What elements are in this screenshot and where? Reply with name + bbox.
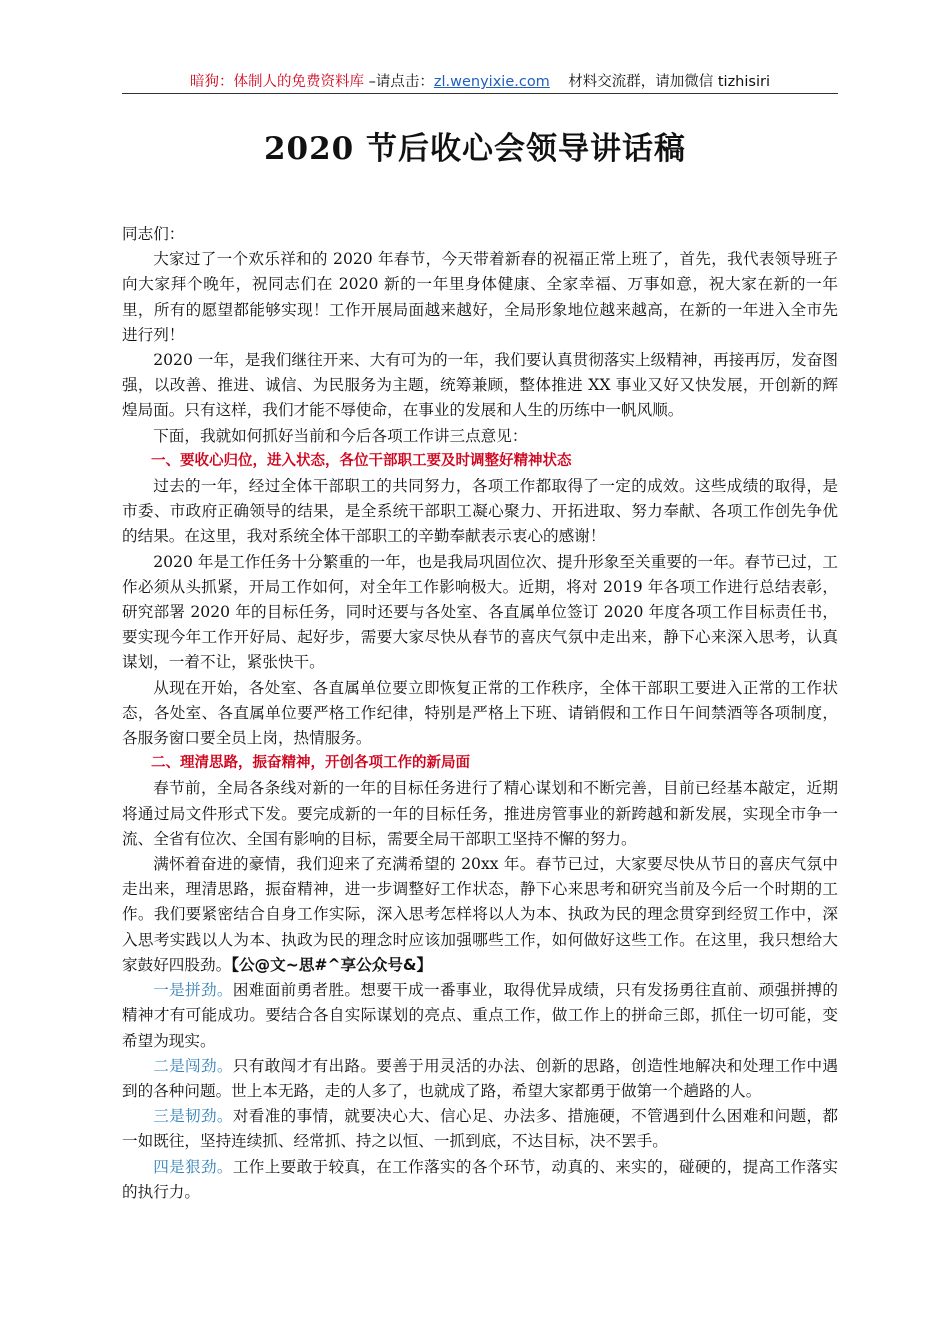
header-brand: 暗狗：体制人的免费资料库 <box>190 74 365 90</box>
watermark-text: 【公@文~思#^享公众号&】 <box>231 955 433 974</box>
document-body <box>122 222 838 1205</box>
paragraph: 大家过了一个欢乐祥和的 2020 年春节，今天带着新春的祝福正常上班了，首先，我代表领导班子向大家拜个晚年，祝同志们在 2020 新的一年里身体健康、全家幸福、万事如意，祝大家在新的一年里，所有的愿望都能够实现！工作开展局面越来越好，全局形象地位越来越高，在新的一年进入全市先进行列！ <box>122 250 838 344</box>
keyword-label: 三是韧劲。 <box>153 1107 233 1126</box>
paragraph: 2020 一年，是我们继往开来、大有可为的一年，我们要认真贯彻落实上级精神，再接再厉，发奋图强，以改善、推进、诚信、为民服务为主题，统筹兼顾，整体推进 XX 事业又好又快发展，开创新的辉煌局面。只有这样，我们才能不辱使命，在事业的发展和人生的历练中一帆风顺。 <box>122 351 838 420</box>
paragraph: 从现在开始，各处室、各直属单位要立即恢复正常的工作秩序，全体干部职工要进入正常的工作状态，各处室、各直属单位要严格工作纪律，特别是严格上下班、请销假和工作日午间禁酒等各项制度，各服务窗口要全员上岗，热情服务。 <box>122 678 838 748</box>
paragraph: 下面，我就如何抓好当前和今后各项工作讲三点意见： <box>153 426 528 445</box>
keyword-text: 只有敢闯才有出路。要善于用灵活的办法、创新的思路，创造性地解决和处理工作中遇到的各种问题。世上本无路，走的人多了，也就成了路，希望大家都勇于做第一个趟路的人。 <box>122 1056 838 1100</box>
keyword-label: 二是闯劲。 <box>153 1056 233 1075</box>
paragraph: 过去的一年，经过全体干部职工的共同努力，各项工作都取得了一定的成效。这些成绩的取得，是市委、市政府正确领导的结果，是全系统干部职工凝心聚力、开拓进取、努力奉献、各项工作创先争优的结果。在这里，我对系统全体干部职工的辛勤奉献表示衷心的感谢！ <box>122 477 838 546</box>
page-header <box>122 70 838 91</box>
paragraph-text: 满怀着奋进的豪情，我们迎来了充满希望的 20xx 年。春节已过，大家要尽快从节日的喜庆气氛中走出来，理清思路，振奋精神，进一步调整好工作状态，静下心来思考和研究当前及今后一个时期的工作。我们要紧密结合自身工作实际，深入思考怎样将以人为本、执政为民的理念贯穿到经贸工作中，深入思考实践以人为本、执政为民的理念时应该加强哪些工作，如何做好这些工作。在这里，我只想给大家鼓好四股劲。 <box>122 855 838 974</box>
keyword-label: 一是拼劲。 <box>153 981 233 1000</box>
header-click-prefix: –请点击： <box>364 74 434 90</box>
keyword-text: 工作上要敢于较真，在工作落实的各个环节，动真的、来实的，碰硬的，提高工作落实的执行力。 <box>122 1157 838 1201</box>
keyword-text: 困难面前勇者胜。想要干成一番事业，取得优异成绩，只有发扬勇往直前、顽强拼搏的精神才有可能成功。要结合各自实际谋划的亮点、重点工作，做工作上的拼命三郎，抓住一切可能，变希望为现实。 <box>122 981 838 1050</box>
paragraph: 2020 年是工作任务十分繁重的一年，也是我局巩固位次、提升形象至关重要的一年。春节已过，工作必须从头抓紧，开局工作如何，对全年工作影响极大。近期，将对 2019 年各项工作进行总结表彰，研究部署 2020 年的目标任务，同时还要与各处室、各直属单位签订 2020 年度各项工作目标责任书，要实现今年工作开好局、起好步，需要大家尽快从春节的喜庆气氛中走出来，静下心来深入思考，认真谋划，一着不让，紧张快干。 <box>122 552 838 672</box>
section-heading-1: 一、要收心归位，进入状态，各位干部职工要及时调整好精神状态 <box>151 452 572 469</box>
document-title: 2020 节后收心会领导讲话稿 <box>263 131 687 167</box>
section-heading-2: 二、理清思路，振奋精神，开创各项工作的新局面 <box>151 755 470 772</box>
keyword-text: 对看准的事情，就要决心大、信心足、办法多、措施硬，不管遇到什么困难和问题，都一如既往，坚持连续抓、经常抓、持之以恒、一抓到底，不达目标，决不罢手。 <box>122 1107 838 1151</box>
keyword-paragraph <box>122 1104 838 1154</box>
header-divider <box>122 93 838 94</box>
paragraph: 春节前，全局各条线对新的一年的目标任务进行了精心谋划和不断完善，目前已经基本敲定，近期将通过局文件形式下发。要完成新的一年的目标任务，推进房管事业的新跨越和新发展，实现全市争一流、全省有位次、全国有影响的目标，需要全局干部职工坚持不懈的努力。 <box>122 779 838 848</box>
keyword-label: 四是狠劲。 <box>153 1157 233 1176</box>
keyword-paragraph <box>122 978 838 1054</box>
keyword-paragraph <box>122 1054 838 1104</box>
salutation: 同志们： <box>122 225 185 243</box>
paragraph <box>122 852 838 978</box>
keyword-paragraph <box>122 1155 838 1205</box>
header-link[interactable]: zl.wenyixie.com <box>433 74 550 90</box>
header-group-text: 材料交流群，请加微信 tizhisiri <box>568 74 770 90</box>
